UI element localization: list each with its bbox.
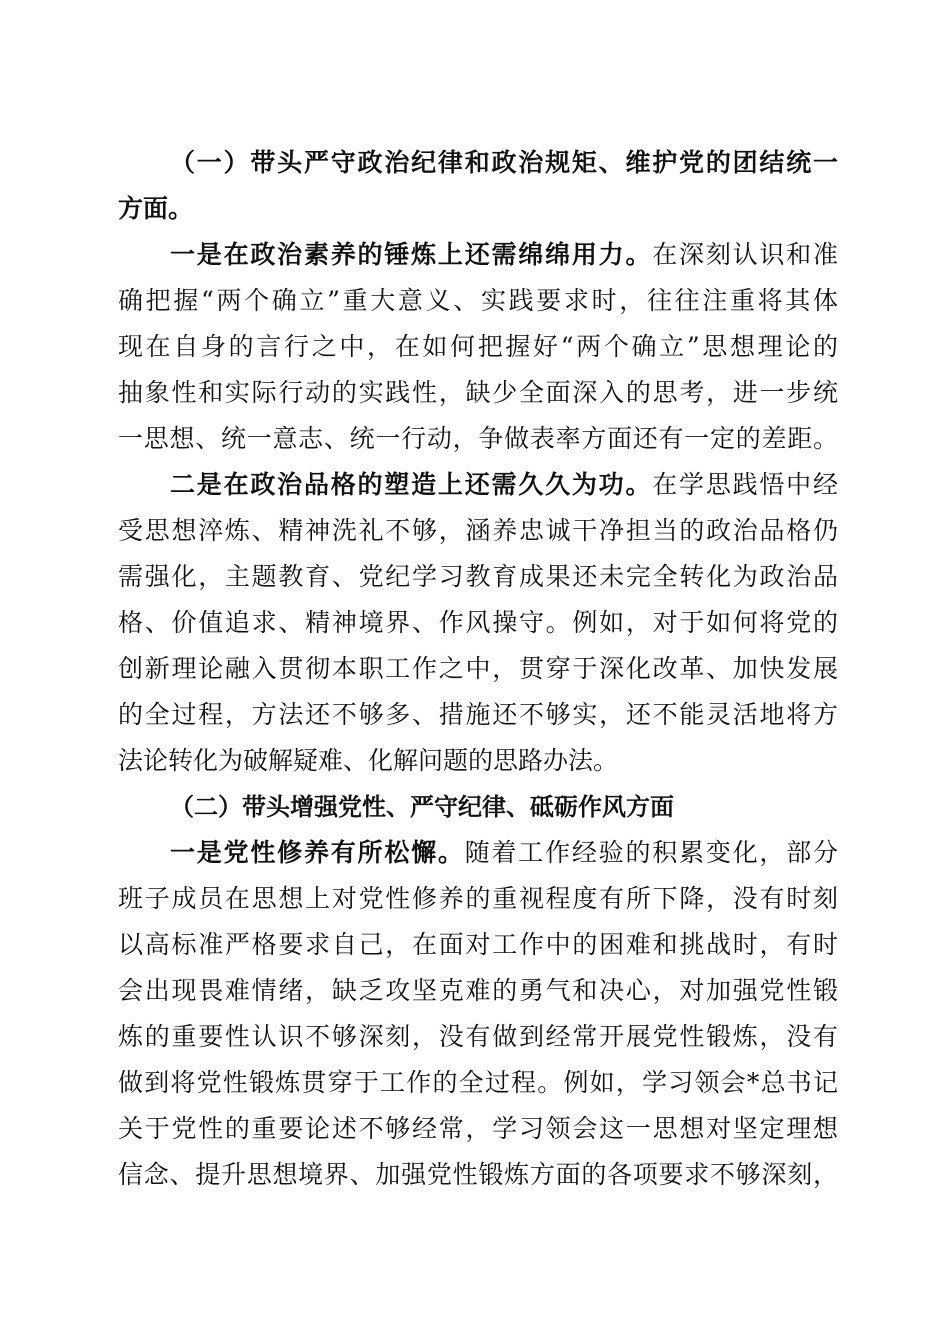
paragraph-2-line-4: 格、价值追求、精神境界、作风操守。例如，对于如何将党的	[118, 608, 838, 637]
paragraph-3-line-3: 以高标准严格要求自己，在面对工作中的困难和挑战时，有时	[118, 930, 838, 959]
section-2-heading: （二）带头增强党性、严守纪律、砥砺作风方面	[170, 792, 674, 821]
paragraph-2-line-5: 创新理论融入贯彻本职工作之中，贯穿于深化改革、加快发展	[118, 654, 838, 683]
paragraph-3-line-6: 做到将党性锻炼贯穿于工作的全过程。例如，学习领会*总书记	[118, 1068, 838, 1097]
paragraph-3-line-1	[170, 833, 838, 873]
paragraph-3-line-7: 关于党性的重要论述不够经常，学习领会这一思想对坚定理想	[118, 1114, 838, 1143]
paragraph-1-line-3: 现在自身的言行之中，在如何把握好“两个确立”思想理论的	[118, 332, 838, 361]
paragraph-3-text: 随着工作经验的积累变化，部分	[464, 838, 838, 867]
paragraph-1-line-1	[170, 235, 838, 275]
paragraph-1-text: 在深刻认识和准	[652, 240, 838, 269]
section-1-heading-line-2: 方面。	[118, 194, 194, 223]
paragraph-1-line-2: 确把握“两个确立”重大意义、实践要求时，往往注重将其体	[118, 286, 838, 315]
paragraph-3-lead: 一是党性修养有所松懈。	[170, 838, 465, 867]
paragraph-1-line-5: 一思想、统一意志、统一行动，争做表率方面还有一定的差距。	[118, 424, 838, 453]
paragraph-2-line-2: 受思想淬炼、精神洗礼不够，涵养忠诚干净担当的政治品格仍	[118, 516, 838, 545]
paragraph-2-text: 在学思践悟中经	[652, 470, 838, 499]
paragraph-3-line-5: 炼的重要性认识不够深刻，没有做到经常开展党性锻炼，没有	[118, 1022, 838, 1051]
paragraph-3-line-8: 信念、提升思想境界、加强党性锻炼方面的各项要求不够深刻，	[118, 1160, 838, 1189]
paragraph-3-line-2: 班子成员在思想上对党性修养的重视程度有所下降，没有时刻	[118, 884, 838, 913]
paragraph-2-line-6: 的全过程，方法还不够多、措施还不够实，还不能灵活地将方	[118, 700, 838, 729]
paragraph-2-line-1	[170, 465, 838, 505]
section-1-heading-line-1: （一）带头严守政治纪律和政治规矩、维护党的团结统一	[170, 148, 838, 177]
paragraph-1-line-4: 抽象性和实际行动的实践性，缺少全面深入的思考，进一步统	[118, 378, 838, 407]
paragraph-3-line-4: 会出现畏难情绪，缺乏攻坚克难的勇气和决心，对加强党性锻	[118, 976, 838, 1005]
paragraph-2-line-3: 需强化，主题教育、党纪学习教育成果还未完全转化为政治品	[118, 562, 838, 591]
paragraph-1-lead: 一是在政治素养的锤炼上还需绵绵用力。	[170, 240, 653, 269]
paragraph-2-line-7: 法论转化为破解疑难、化解问题的思路办法。	[118, 746, 619, 775]
paragraph-2-lead: 二是在政治品格的塑造上还需久久为功。	[170, 470, 653, 499]
